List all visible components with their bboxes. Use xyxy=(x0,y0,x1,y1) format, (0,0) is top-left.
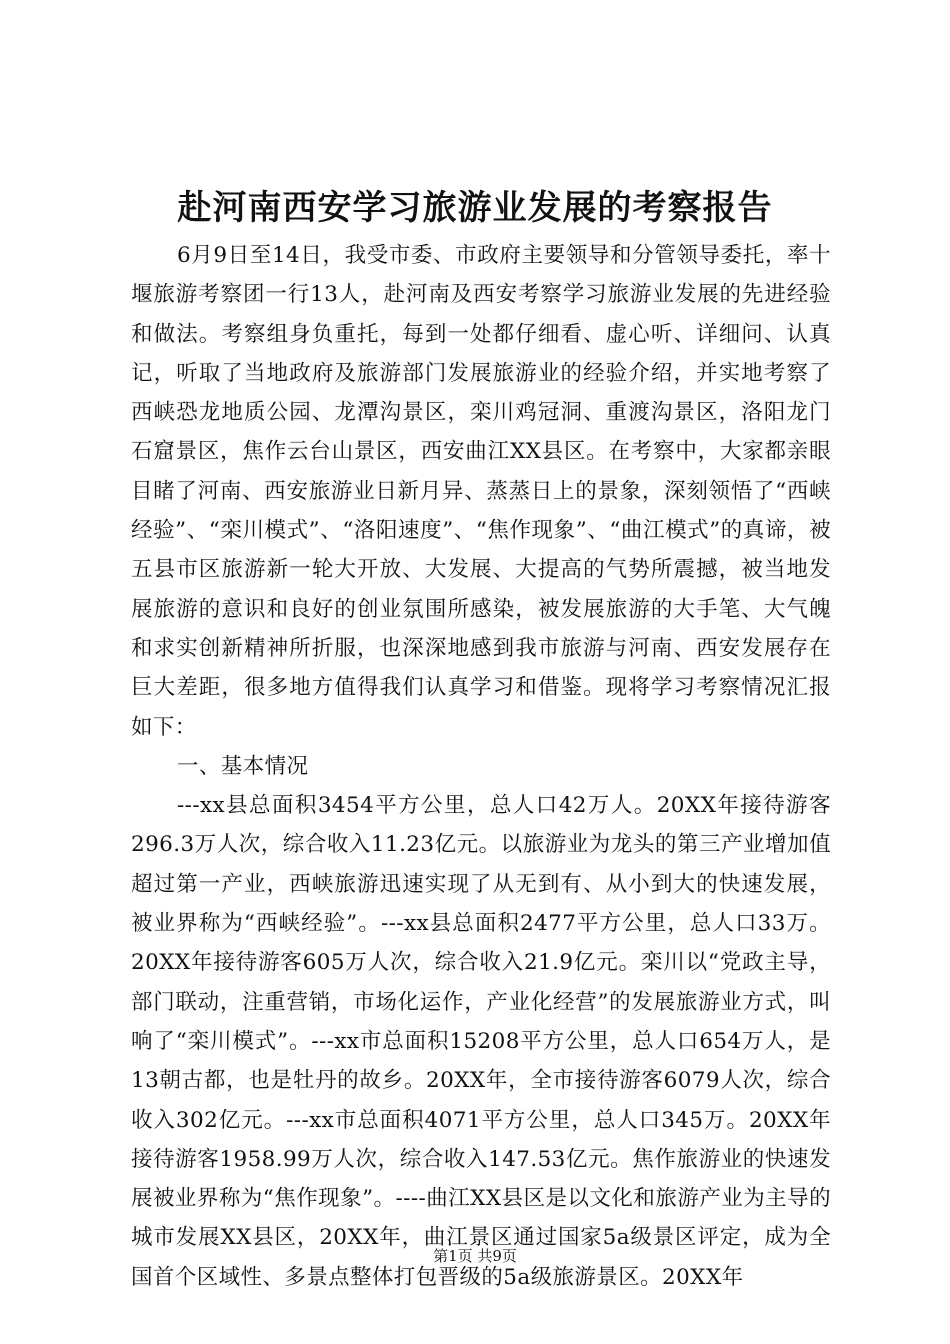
page-number-footer: 第1页 共9页 xyxy=(433,1247,517,1265)
paragraph-basic-situation: ---xx县总面积3454平方公里，总人口42万人。20XX年接待游客296.3万人次，综合收入11.23亿元。以旅游业为龙头的第三产业增加值超过第一产业，西峡旅游迅速实现了从无到有、从小到大的快速发展，被业界称为“西峡经验”。---xx县总面积2477平方公里，总人口33万。20XX年接待游客605万人次，综合收入21.9亿元。栾川以“党政主导，部门联动，注重营销，市场化运作，产业化经营”的发展旅游业方式，叫响了“栾川模式”。---xx市总面积15208平方公里，总人口654万人，是13朝古都，也是牡丹的故乡。20XX年，全市接待游客6079人次，综合收入302亿元。---xx市总面积4071平方公里，总人口345万。20XX年接待游客1958.99万人次，综合收入147.53亿元。焦作旅游业的快速发展被业界称为“焦作现象”。----曲江XX县区是以文化和旅游产业为主导的城市发展XX县区，20XX年，曲江景区通过国家5a级景区评定，成为全国首个区域性、多景点整体打包晋级的5a级旅游景区。20XX年 xyxy=(131,793,831,1290)
section-heading-basic-situation: 一、基本情况 xyxy=(177,753,309,779)
document-body xyxy=(131,236,831,1297)
document-title: 赴河南西安学习旅游业发展的考察报告 xyxy=(177,188,773,228)
paragraph-intro: 6月9日至14日，我受市委、市政府主要领导和分管领导委托，率十堰旅游考察团一行13人，赴河南及西安考察学习旅游业发展的先进经验和做法。考察组身负重托，每到一处都仔细看、虚心听、详细问、认真记，听取了当地政府及旅游部门发展旅游业的经验介绍，并实地考察了西峡恐龙地质公园、龙潭沟景区，栾川鸡冠洞、重渡沟景区，洛阳龙门石窟景区，焦作云台山景区，西安曲江XX县区。在考察中，大家都亲眼目睹了河南、西安旅游业日新月异、蒸蒸日上的景象，深刻领悟了“西峡经验”、“栾川模式”、“洛阳速度”、“焦作现象”、“曲江模式”的真谛，被五县市区旅游新一轮大开放、大发展、大提高的气势所震撼，被当地发展旅游的意识和良好的创业氛围所感染，被发展旅游的大手笔、大气魄和求实创新精神所折服，也深深地感到我市旅游与河南、西安发展存在巨大差距，很多地方值得我们认真学习和借鉴。现将学习考察情况汇报如下： xyxy=(131,243,831,740)
